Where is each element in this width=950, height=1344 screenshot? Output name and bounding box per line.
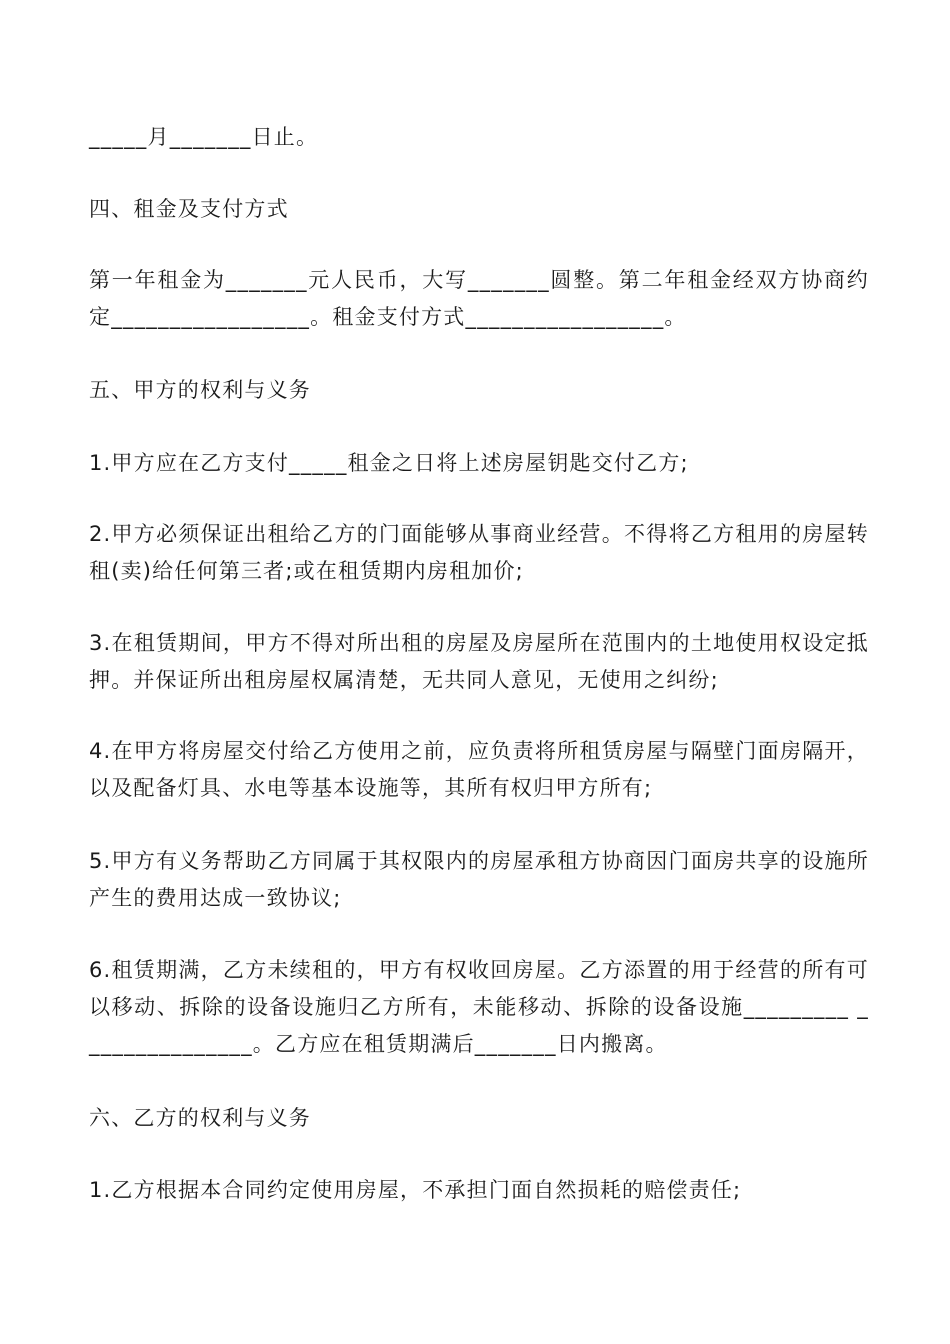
paragraph-rent-amount: 第一年租金为_______元人民币，大写_______圆整。第二年租金经双方协商约定_________________。租金支付方式_________________。	[89, 268, 869, 329]
clause-a-1: 1.甲方应在乙方支付_____租金之日将上述房屋钥匙交付乙方;	[89, 451, 689, 475]
heading-party-b-rights: 六、乙方的权利与义务	[89, 1106, 311, 1130]
clause-b-1: 1.乙方根据本合同约定使用房屋，不承担门面自然损耗的赔偿责任;	[89, 1178, 742, 1202]
heading-rent-payment: 四、租金及支付方式	[89, 197, 289, 221]
heading-party-a-rights: 五、甲方的权利与义务	[89, 378, 311, 402]
clause-a-2: 2.甲方必须保证出租给乙方的门面能够从事商业经营。不得将乙方租用的房屋转租(卖)给任何第三者;或在租赁期内房租加价;	[89, 522, 869, 583]
clause-a-6: 6.租赁期满，乙方未续租的，甲方有权收回房屋。乙方添置的用于经营的所有可以移动、拆除的设备设施归乙方所有，未能移动、拆除的设备设施_________ _______________。乙方应在租赁期满后_______日内搬离。	[89, 958, 869, 1056]
clause-a-4: 4.在甲方将房屋交付给乙方使用之前，应负责将所租赁房屋与隔壁门面房隔开，以及配备灯具、水电等基本设施等，其所有权归甲方所有;	[89, 739, 869, 800]
clause-a-3: 3.在租赁期间，甲方不得对所出租的房屋及房屋所在范围内的土地使用权设定抵押。并保证所出租房屋权属清楚，无共同人意见，无使用之纠纷;	[89, 631, 869, 692]
paragraph-end-date: _____月_______日止。	[89, 125, 319, 149]
clause-a-5: 5.甲方有义务帮助乙方同属于其权限内的房屋承租方协商因门面房共享的设施所产生的费用达成一致协议;	[89, 849, 869, 910]
